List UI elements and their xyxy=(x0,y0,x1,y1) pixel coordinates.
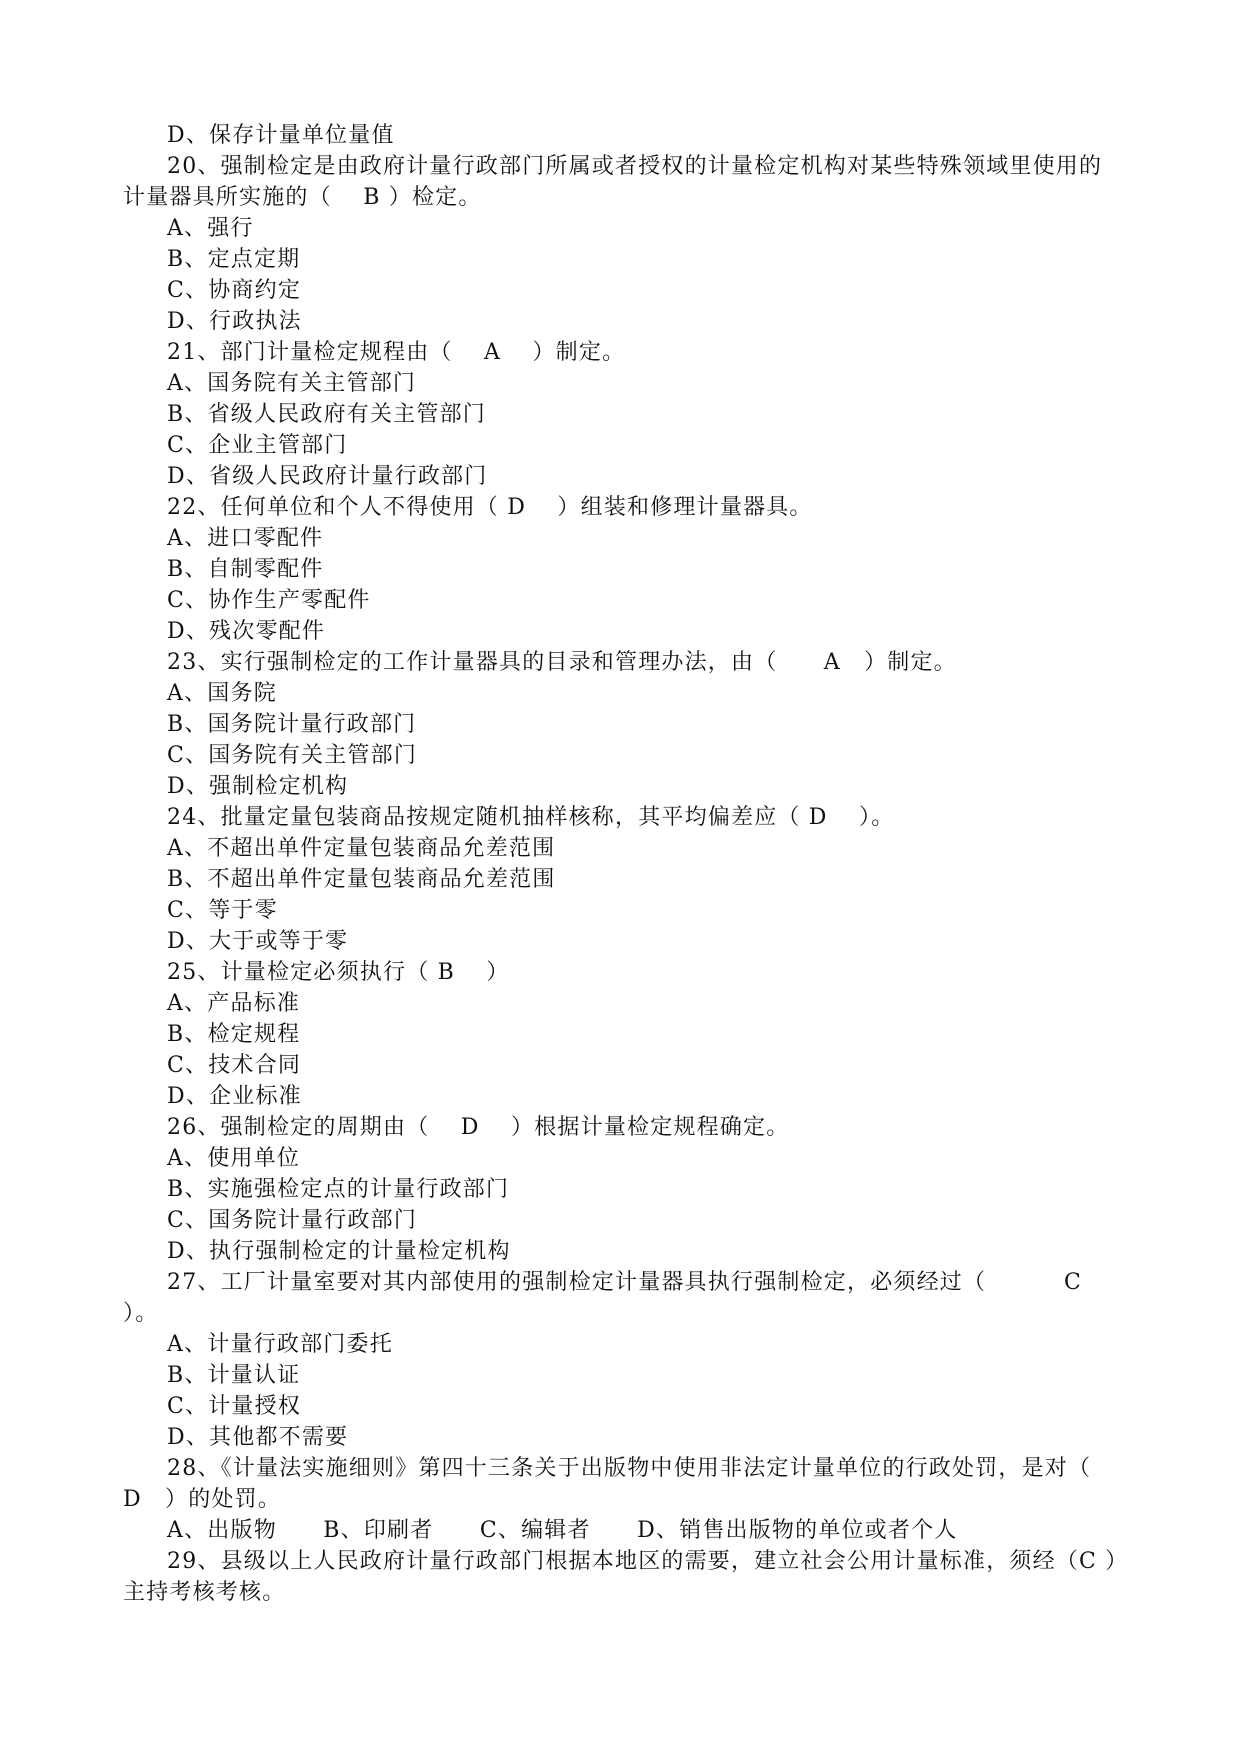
answer-option: D、保存计量单位量值 xyxy=(167,123,395,148)
answer-option: A、国务院有关主管部门 xyxy=(167,371,417,396)
answer-option: D、残次零配件 xyxy=(167,619,326,644)
answer-option: B、检定规程 xyxy=(167,1022,301,1047)
question-text: 29、县级以上人民政府计量行政部门根据本地区的需要，建立社会公用计量标准，须经（C ）主持考核考核。 xyxy=(123,1549,1118,1605)
answer-option: C、国务院有关主管部门 xyxy=(167,743,418,768)
answer-option: A、计量行政部门委托 xyxy=(167,1332,393,1357)
answer-option: B、不超出单件定量包装商品允差范围 xyxy=(167,867,556,892)
answer-option: A、出版物 B、印刷者 C、编辑者 D、销售出版物的单位或者个人 xyxy=(167,1518,958,1543)
question-text: 21、部门计量检定规程由（ A ）制定。 xyxy=(167,340,626,365)
answer-option: A、强行 xyxy=(167,216,254,241)
question-text: 25、计量检定必须执行（ B ） xyxy=(167,960,510,985)
answer-option: B、省级人民政府有关主管部门 xyxy=(167,402,486,427)
answer-option: C、企业主管部门 xyxy=(167,433,348,458)
question-text: 26、强制检定的周期由（ D ）根据计量检定规程确定。 xyxy=(167,1115,790,1140)
question-text: 27、工厂计量室要对其内部使用的强制检定计量器具执行强制检定，必须经过（ C ）。 xyxy=(123,1270,1091,1326)
question-text: 20、强制检定是由政府计量行政部门所属或者授权的计量检定机构对某些特殊领域里使用的计量器具所实施的（ B ）检定。 xyxy=(123,154,1103,210)
answer-option: D、企业标准 xyxy=(167,1084,302,1109)
answer-option: B、计量认证 xyxy=(167,1363,301,1388)
answer-option: B、实施强检定点的计量行政部门 xyxy=(167,1177,510,1202)
answer-option: D、行政执法 xyxy=(167,309,302,334)
answer-option: A、不超出单件定量包装商品允差范围 xyxy=(167,836,556,861)
question-text: 22、任何单位和个人不得使用（ D ）组装和修理计量器具。 xyxy=(167,495,813,520)
answer-option: C、协作生产零配件 xyxy=(167,588,371,613)
answer-option: C、等于零 xyxy=(167,898,278,923)
answer-option: A、进口零配件 xyxy=(167,526,324,551)
answer-option: B、国务院计量行政部门 xyxy=(167,712,417,737)
answer-option: A、使用单位 xyxy=(167,1146,301,1171)
answer-option: B、自制零配件 xyxy=(167,557,324,582)
answer-option: D、其他都不需要 xyxy=(167,1425,349,1450)
answer-option: D、省级人民政府计量行政部门 xyxy=(167,464,488,489)
answer-option: A、产品标准 xyxy=(167,991,301,1016)
answer-option: B、定点定期 xyxy=(167,247,301,272)
answer-option: D、大于或等于零 xyxy=(167,929,349,954)
answer-option: C、协商约定 xyxy=(167,278,302,303)
answer-option: A、国务院 xyxy=(167,681,277,706)
question-text: 24、批量定量包装商品按规定随机抽样核称，其平均偏差应（ D ）。 xyxy=(167,805,895,830)
question-text: 28、《计量法实施细则》第四十三条关于出版物中使用非法定计量单位的行政处罚，是对（ D ）的处罚。 xyxy=(123,1456,1115,1512)
answer-option: C、计量授权 xyxy=(167,1394,302,1419)
answer-option: C、国务院计量行政部门 xyxy=(167,1208,418,1233)
question-text: 23、实行强制检定的工作计量器具的目录和管理办法，由（ A ）制定。 xyxy=(167,650,957,675)
answer-option: D、强制检定机构 xyxy=(167,774,349,799)
document-body xyxy=(123,120,1121,1608)
answer-option: C、技术合同 xyxy=(167,1053,302,1078)
answer-option: D、执行强制检定的计量检定机构 xyxy=(167,1239,511,1264)
